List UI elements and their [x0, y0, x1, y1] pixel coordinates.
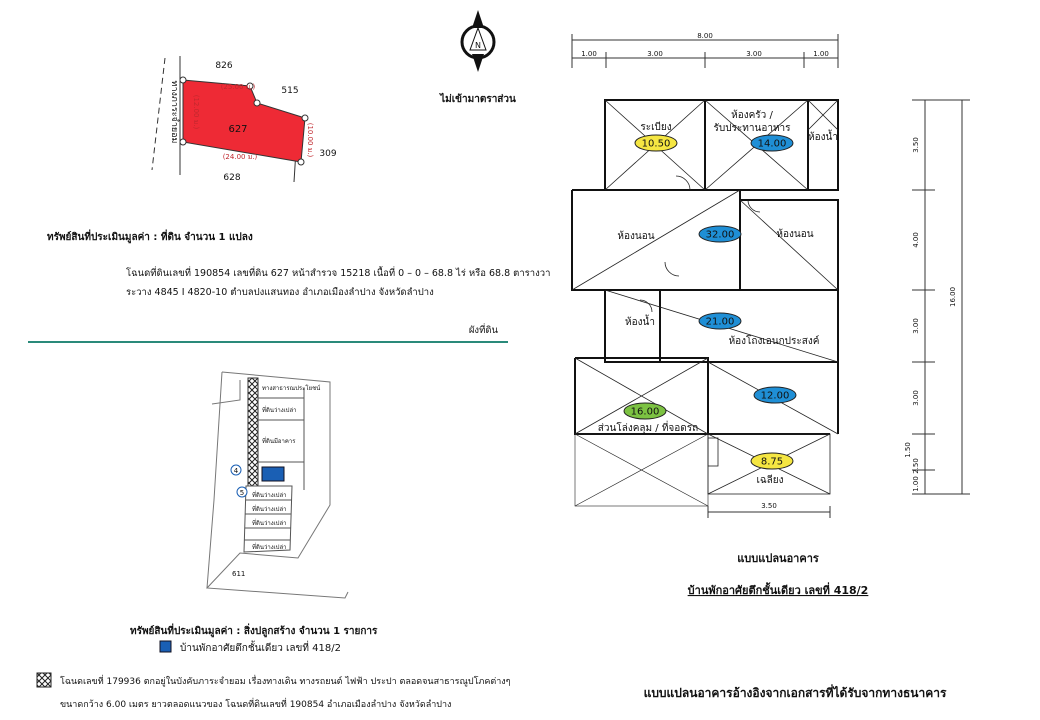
dim-top: (25.00 ม.): [220, 83, 256, 91]
dim-top-part: 3.00: [746, 50, 762, 58]
floor-plan-diagram: [572, 32, 970, 518]
room-veranda-bottom: เฉลียง: [756, 475, 784, 486]
room-bath-left: ห้องน้ำ: [625, 317, 655, 328]
area-value: 12.00: [760, 390, 790, 402]
site-label: ทางสาธารณประโยชน์: [262, 385, 321, 392]
room-bedroom-left: ห้องนอน: [617, 231, 655, 242]
area-value: 21.00: [705, 316, 735, 328]
dim-right-part: 4.00: [912, 232, 920, 248]
dim-right: (10.00 ม.): [306, 122, 314, 158]
area-value: 8.75: [760, 456, 784, 468]
neighbor-628: 628: [223, 173, 241, 183]
site-label: ที่ดินว่างเปล่า: [252, 506, 287, 513]
site-label: ที่ดินมีอาคาร: [262, 438, 296, 445]
north-letter: N: [475, 41, 481, 50]
site-label: ที่ดินว่างเปล่า: [252, 492, 287, 499]
dim-top-part: 3.00: [647, 50, 663, 58]
dim-top-total: 8.00: [697, 32, 713, 40]
easement-dashed-line: [152, 58, 165, 170]
land-asset-header: ทรัพย์สินที่ประเมินมูลค่า : ที่ดิน จำนวน 1 แปลง: [47, 232, 253, 243]
area-value: 16.00: [630, 406, 660, 418]
marker-5-label: 5: [239, 489, 245, 497]
building-asset-header: ทรัพย์สินที่ประเมินมูลค่า : สิ่งปลูกสร้าง จำนวน 1 รายการ: [130, 626, 378, 637]
room-bath-top: ห้องน้ำ: [808, 132, 838, 143]
corner-marker: [298, 159, 304, 165]
site-map-diagram: [207, 372, 348, 598]
dim-right-part: 2.50: [912, 458, 920, 474]
room-living: ห้องโถงเอนกประสงค์: [728, 336, 820, 347]
site-label: ที่ดินว่างเปล่า: [262, 407, 297, 414]
corner-marker: [180, 139, 186, 145]
easement-legend-swatch: [37, 673, 51, 687]
floor-plan-subtitle: บ้านพักอาศัยตึกชั้นเดียว เลขที่ 418/2: [687, 584, 869, 597]
area-value: 14.00: [757, 138, 787, 150]
floor-plan-caption: แบบแปลนอาคาร: [737, 552, 819, 565]
neighbor-826: 826: [215, 61, 233, 71]
corner-marker: [180, 77, 186, 83]
dim-top-part: 1.00: [813, 50, 829, 58]
dim-right-part: 3.00: [912, 318, 920, 334]
dim-right-total: 16.00: [949, 286, 957, 308]
room-bedroom-right: ห้องนอน: [776, 229, 814, 240]
lot-number: 627: [228, 124, 248, 135]
site-label: ที่ดินว่างเปล่า: [252, 544, 287, 551]
north-arrow-icon: [462, 10, 494, 72]
easement-note-line2: ขนาดกว้าง 6.00 เมตร ยาวตลอดแนวของ โฉนดที่ดินเลขที่ 190854 อำเภอเมืองลำปาง จังหวัดลำปาง: [60, 700, 452, 710]
not-to-scale-label: ไม่เข้ามาตราส่วน: [440, 94, 516, 105]
site-lot-611: 611: [232, 570, 246, 578]
land-plot-diagram: [152, 56, 337, 183]
corner-marker: [302, 115, 308, 121]
dim-bottom: 3.50: [761, 502, 777, 510]
building-footprint: [262, 467, 284, 481]
land-map-caption: ผังที่ดิน: [468, 325, 498, 336]
room-veranda-top: ระเบียง: [640, 122, 672, 133]
land-asset-line1: โฉนดที่ดินเลขที่ 190854 เลขที่ดิน 627 หน้าสำรวจ 15218 เนื้อที่ 0 – 0 – 68.8 ไร่ หรือ 68.8 ตารางวา: [126, 268, 551, 279]
easement-hatched-strip: [248, 378, 258, 486]
neighbor-515: 515: [281, 86, 299, 96]
dim-right-part: 3.00: [912, 390, 920, 406]
neighbor-309: 309: [319, 149, 337, 159]
site-label: ที่ดินว่างเปล่า: [252, 520, 287, 527]
room-carport: ส่วนโล่งคลุม / ที่จอดรถ: [597, 423, 699, 434]
marker-4-label: 4: [233, 467, 239, 475]
room-kitchen-line2: รับประทานอาหาร: [713, 123, 791, 134]
floor-plan-bottom-title: แบบแปลนอาคารอ้างอิงจากเอกสารที่ได้รับจากทางธนาคาร: [643, 686, 947, 700]
corner-marker: [254, 100, 260, 106]
building-legend-label: บ้านพักอาศัยตึกชั้นเดียว เลขที่ 418/2: [180, 643, 341, 654]
area-value: 10.50: [641, 138, 671, 150]
dim-bottom: (24.00 ม.): [222, 153, 258, 161]
room-kitchen-line1: ห้องครัว /: [731, 110, 773, 121]
dim-right-part: 1.00: [912, 476, 920, 492]
area-value: 32.00: [705, 229, 735, 241]
land-asset-line2: ระวาง 4845 I 4820-10 ตำบลปงแสนทอง อำเภอเมืองลำปาง จังหวัดลำปาง: [126, 287, 434, 298]
building-legend-swatch: [160, 641, 171, 652]
dim-top-part: 1.00: [581, 50, 597, 58]
road-label: ทางภาระจำยอม: [169, 80, 179, 144]
dim-right-part: 1.50: [904, 442, 912, 458]
easement-note-line1: โฉนดเลขที่ 179936 ตกอยู่ในบังคับภาระจำยอม เรื่องทางเดิน ทางรถยนต์ ไฟฟ้า ประปา ตลอดจนสาธารณูปโภคต่างๆ: [60, 677, 511, 687]
dim-right-part: 3.50: [912, 137, 920, 153]
dim-left: (12.00 ม.): [192, 94, 200, 130]
